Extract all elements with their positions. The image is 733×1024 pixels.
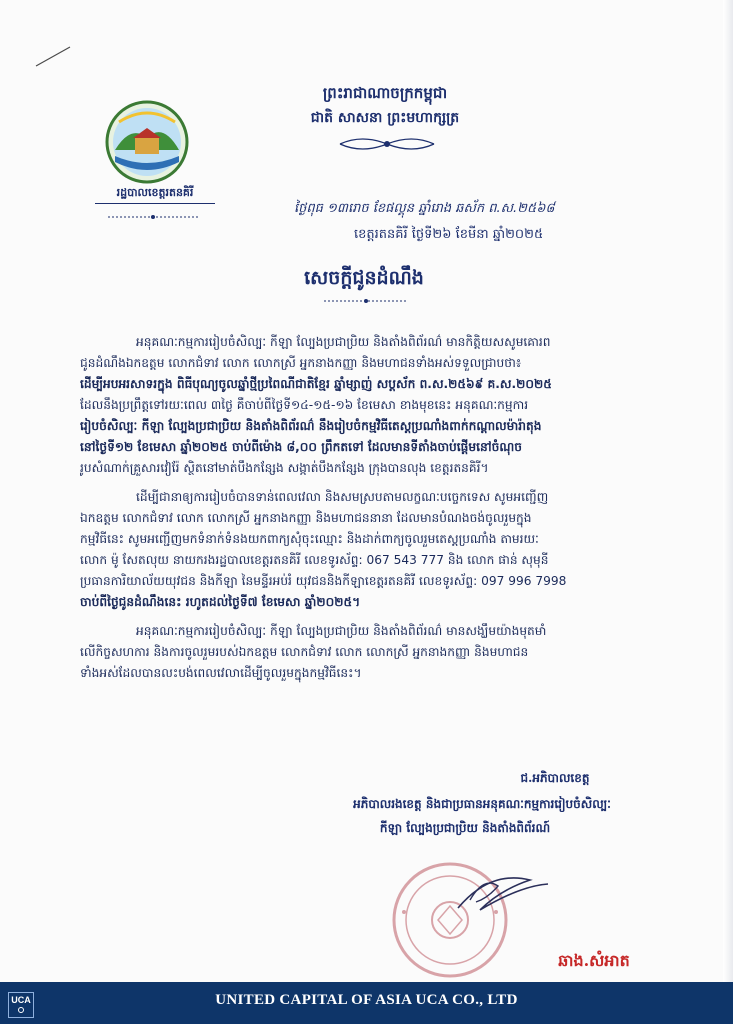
body-line: អនុគណៈកម្មការរៀបចំសិល្បៈ កីឡា ល្បែងប្រជាប្រិយ និងតាំងពិព័រណ៌ មានសង្ឃឹមយ៉ាងមុតមាំ	[136, 624, 547, 638]
national-motto: ជាតិ សាសនា ព្រះមហាក្សត្រ	[310, 110, 460, 126]
company-name: UNITED CAPITAL OF ASIA UCA CO., LTD	[215, 992, 518, 1008]
body-line: លើកិច្ចសហការ និងការចូលរួមរបស់ឯកឧត្តម លោកជំទាវ លោក លោកស្រី អ្នកនាងកញ្ញា និងមហាជន	[80, 645, 529, 659]
official-seal-and-signature	[380, 840, 550, 980]
signatory-role-line-1: អភិបាលរងខេត្ត និងជាប្រធានអនុគណៈកម្មការរៀបចំសិល្បៈ	[353, 797, 611, 811]
title-separator	[324, 298, 408, 304]
tacteng-ornament	[332, 132, 442, 156]
body-line: ដែលនឹងប្រព្រឹត្តទៅរយៈពេល ៣ថ្ងៃ គឺចាប់ពីថ្ងៃទី១៤-១៥-១៦ ខែមេសា ខាងមុខនេះ អនុគណៈកម្មការ	[80, 398, 529, 412]
province-separator	[108, 214, 198, 220]
body-line: ដើម្បីជានាឲ្យការរៀបចំបានទាន់ពេលវេលា និងសមស្របតាមលក្ខណៈបច្ចេកទេស សូមអញ្ជើញ	[136, 490, 549, 504]
body-line: កម្មវិធីនេះ សូមអញ្ជើញមកទំនាក់ទំនងយកពាក្យសុំចុះឈ្មោះ និងដាក់ពាក្យចូលរួមតេស្តប្រណាំង តាមរយៈ	[80, 532, 539, 546]
province-emblem	[105, 100, 189, 184]
body-line: ចាប់ពីថ្ងៃជូនដំណឹងនេះ រហូតដល់ថ្ងៃទី៧ ខែមេសា ឆ្នាំ២០២៥។	[80, 595, 361, 609]
body-line: ឯកឧត្តម លោកជំទាវ លោក លោកស្រី អ្នកនាងកញ្ញា និងមហាជននានា ដែលមានបំណងចង់ចូលរួមក្នុង	[80, 511, 532, 525]
body-line: ដើម្បីអបអរសាទរក្នុង ពិធីបុណ្យចូលឆ្នាំថ្មីប្រពៃណីជាតិខ្មែរ ឆ្នាំម្សាញ់ សប្តស័ក ព.ស.២៥៦៩ គ.ស.២០២៥	[80, 377, 552, 391]
body-text	[80, 324, 670, 684]
lunar-date: ថ្ងៃពុធ ១៣រោច ខែផល្គុន ឆ្នាំរោង ឆស័ក ព.ស.២៥៦៨	[294, 201, 555, 216]
province-administration-label: រដ្ឋបាលខេត្តរតនគិរី	[95, 186, 215, 204]
page-edge-shadow	[723, 0, 733, 982]
body-line: ទាំងអស់ដែលបានលះបង់ពេលវេលាដើម្បីចូលរួមក្នុងកម្មវិធីនេះ។	[80, 666, 362, 680]
body-line: រៀបចំសិល្បៈ កីឡា ល្បែងប្រជាប្រិយ និងតាំងពិព័រណ៌ នឹងរៀបចំកម្មវិធីតេស្តប្រណាំងពាក់កណ្តាលម៉ារ៉ាតុង	[80, 419, 542, 433]
kingdom-heading: ព្រះរាជាណាចក្រកម្ពុជា	[322, 84, 448, 102]
body-line: លោក ម៉ូ សែតលុយ នាយករងរដ្ឋបាលខេត្តរតនគិរី លេខទូរស័ព្ទ: 067 543 777 និង លោក ផាន់ សុមុនី	[80, 553, 549, 567]
body-line: រូបសំណាក់គ្រួសារវៀរ៉ែ ស្ថិតនៅមាត់បឹងកន្សែង សង្កាត់បឹងកន្សែង ក្រុងបានលុង ខេត្តរតនគិរី។	[80, 461, 489, 475]
body-line: នៅថ្ងៃទី១២ ខែមេសា ឆ្នាំ២០២៥ ចាប់ពីម៉ោង ៨,០០ ព្រឹកតទៅ ដែលមានទីតាំងចាប់ផ្តើមនៅចំណុច	[80, 440, 522, 454]
body-line: អនុគណៈកម្មការរៀបចំសិល្បៈ កីឡា ល្បែងប្រជាប្រិយ និងតាំងពិព័រណ៌ មានកិត្តិយសសូមគោរព	[136, 335, 551, 349]
pen-mark	[34, 44, 74, 68]
footer-bar	[0, 982, 733, 1024]
body-line: ប្រធានការិយាល័យយុវជន និងកីឡា នៃមន្ទីរអប់រំ យុវជននិងកីឡាខេត្តរតនគិរី លេខទូរស័ព្ទ: 097 996 7998	[80, 574, 567, 588]
document-title: សេចក្តីជូនដំណឹង	[304, 267, 424, 289]
body-line: ជូនដំណឹងឯកឧត្តម លោកជំទាវ លោក លោកស្រី អ្នកនាងកញ្ញា និងមហាជនទាំងអស់ទទួលជ្រាបថា៖	[80, 356, 522, 370]
solar-date: ខេត្តរតនគិរី ថ្ងៃទី២៦ ខែមីនា ឆ្នាំ២០២៥	[354, 227, 544, 242]
signatory-title: ជ.អភិបាលខេត្ត	[520, 771, 590, 785]
signatory-role-line-2: កីឡា ល្បែងប្រជាប្រិយ និងតាំងពិព័រណ៍	[379, 821, 551, 835]
signer-name: ឆាង.សំអាត	[558, 951, 630, 970]
uca-logo-text: UCA	[11, 995, 31, 1005]
